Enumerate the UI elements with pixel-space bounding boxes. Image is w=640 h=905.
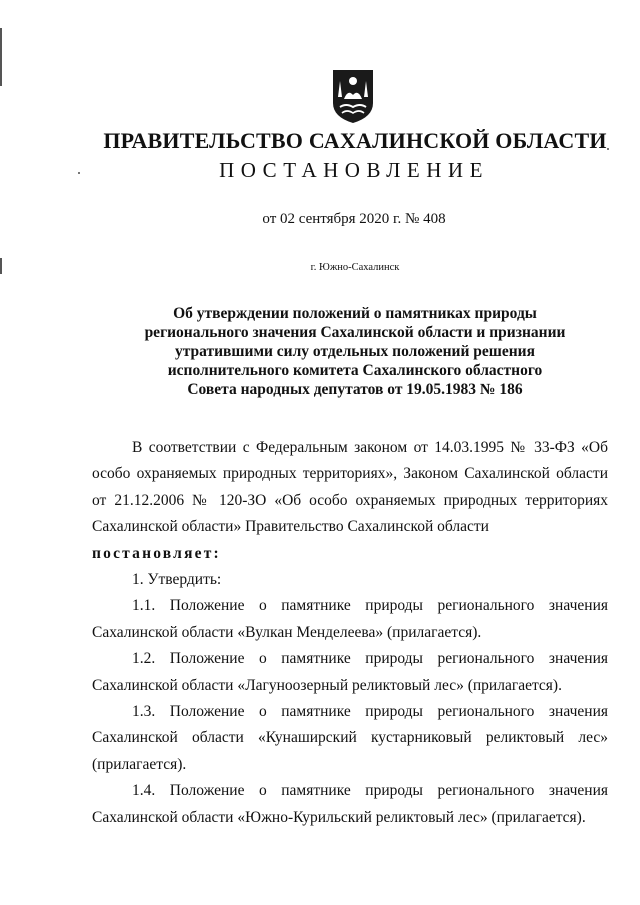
subject-line: Совета народных депутатов от 19.05.1983 № 186: [187, 381, 523, 398]
subject-line: Об утверждении положений о памятниках природы: [173, 305, 537, 322]
item-1-1: 1.1. Положение о памятнике природы регионального значения Сахалинской области «Вулкан Менделеева» (прилагается).: [92, 597, 608, 641]
sakhalin-coat-of-arms-icon: [330, 67, 376, 125]
document-date-number: от 02 сентября 2020 г. № 408: [262, 211, 446, 227]
document-body: [92, 435, 608, 831]
decree-line: [92, 541, 608, 567]
item-1-4: 1.4. Положение о памятнике природы регионального значения Сахалинской области «Южно-Курильский реликтовый лес» (прилагается).: [92, 782, 608, 826]
item-1-2: 1.2. Положение о памятнике природы регионального значения Сахалинской области «Лагуноозерный реликтовый лес» (прилагается).: [92, 650, 608, 694]
decree-word: постановляет:: [92, 544, 221, 562]
subject-line: исполнительного комитета Сахалинского областного: [167, 362, 543, 379]
item-1-3: 1.3. Положение о памятнике природы регионального значения Сахалинской области «Кунаширский кустарниковый реликтовый лес» (прилагается).: [92, 703, 608, 773]
subject-line: утратившими силу отдельных положений решения: [174, 343, 535, 360]
document-kind: ПОСТАНОВЛЕНИЕ: [219, 158, 489, 182]
item-1: 1. Утвердить:: [132, 571, 222, 589]
subject-line: регионального значения Сахалинской области и признании: [144, 324, 566, 341]
scan-edge-mark: [0, 28, 2, 86]
document-city: г. Южно-Сахалинск: [310, 262, 400, 273]
preamble-paragraph: В соответствии с Федеральным законом от 14.03.1995 № 33-ФЗ «Об особо охраняемых природных территориях», Законом Сахалинской области от 21.12.2006 № 120-ЗО «Об особо охраняемых природных территориях Сахалинской области» Правительство Сахалинской области: [92, 439, 608, 536]
government-title: ПРАВИТЕЛЬСТВО САХАЛИНСКОЙ ОБЛАСТИ: [103, 128, 607, 153]
document-subject: [120, 304, 590, 399]
